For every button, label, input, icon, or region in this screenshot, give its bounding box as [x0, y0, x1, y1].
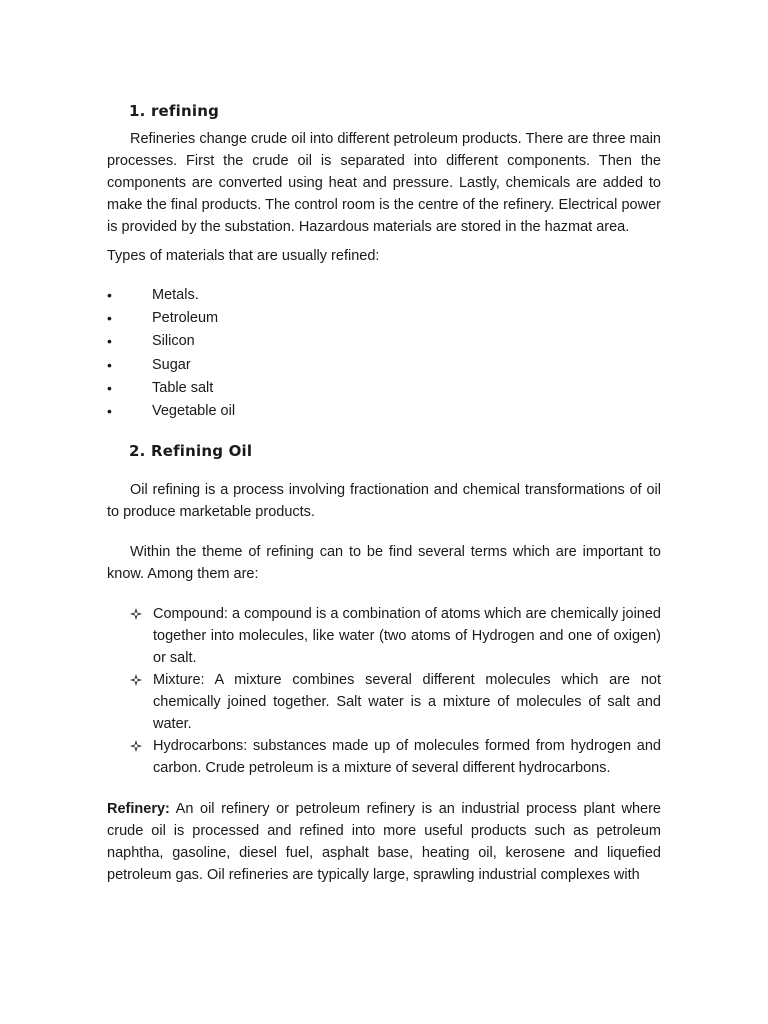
bullet-icon: • — [107, 310, 112, 327]
refining-intro-paragraph: Refineries change crude oil into different petroleum products. There are three main processes. First the crude oil is separated into different components. Then the components are converted using heat and pressure. Lastly, chemicals are added to make the final products. The control room is the centre of the refinery. Electrical power is provided by the substation. Hazardous materials are stored in the hazmat area. — [107, 131, 661, 235]
list-item — [107, 330, 661, 353]
list-item-text: Table salt — [152, 379, 214, 396]
refinery-label: Refinery: — [107, 801, 170, 818]
list-item-text: Compound: a compound is a combination of atoms which are chemically joined together into molecules, like water (two atoms of Hydrogen and one of oxigen) or salt. — [153, 606, 661, 667]
list-item-text: Vegetable oil — [152, 402, 236, 419]
section-heading-refining: 1. refining — [129, 102, 220, 120]
list-item-text: Metals. — [152, 287, 199, 303]
diamond-bullet-icon — [130, 740, 142, 752]
list-item — [107, 735, 661, 779]
list-item-text: Hydrocarbons: substances made up of molecules formed from hydrogen and carbon. Crude petroleum is a mixture of several different hydrocarbons. — [153, 738, 661, 777]
bullet-icon: • — [107, 379, 112, 396]
list-item — [107, 284, 661, 307]
materials-intro-text: Types of materials that are usually refined: — [107, 248, 380, 264]
materials-list — [107, 284, 661, 423]
section-heading-refining-oil: 2. Refining Oil — [129, 442, 253, 461]
bullet-icon: • — [107, 402, 112, 419]
diamond-bullet-icon — [130, 608, 142, 620]
bullet-icon: • — [107, 356, 112, 373]
refinery-definition-paragraph — [107, 798, 661, 886]
terms-list — [107, 603, 661, 779]
list-item — [107, 669, 661, 735]
oil-refining-paragraph: Oil refining is a process involving fractionation and chemical transformations of oil to produce marketable products. — [107, 482, 661, 521]
document-page — [107, 98, 661, 886]
list-item-text: Mixture: A mixture combines several different molecules which are not chemically joined together. Salt water is a mixture of molecules of salt and water. — [153, 672, 661, 733]
list-item — [107, 377, 661, 400]
refining-terms-intro-paragraph: Within the theme of refining can to be find several terms which are important to know. Among them are: — [107, 544, 661, 583]
diamond-bullet-icon — [130, 674, 142, 686]
list-item-text: Petroleum — [152, 310, 219, 327]
list-item — [107, 603, 661, 669]
list-item — [107, 354, 661, 377]
refinery-definition-text: An oil refinery or petroleum refinery is an industrial process plant where crude oil is processed and refined into more useful products such as petroleum naphtha, gasoline, diesel fuel, asphalt base, heating oil, kerosene and liquefied petroleum gas. Oil refineries are typically large, sprawling industrial complexes with — [107, 801, 661, 884]
list-item — [107, 400, 661, 423]
list-item-text: Sugar — [152, 356, 191, 373]
list-item — [107, 307, 661, 330]
list-item-text: Silicon — [152, 333, 195, 350]
bullet-icon: • — [107, 287, 112, 303]
bullet-icon: • — [107, 333, 112, 350]
